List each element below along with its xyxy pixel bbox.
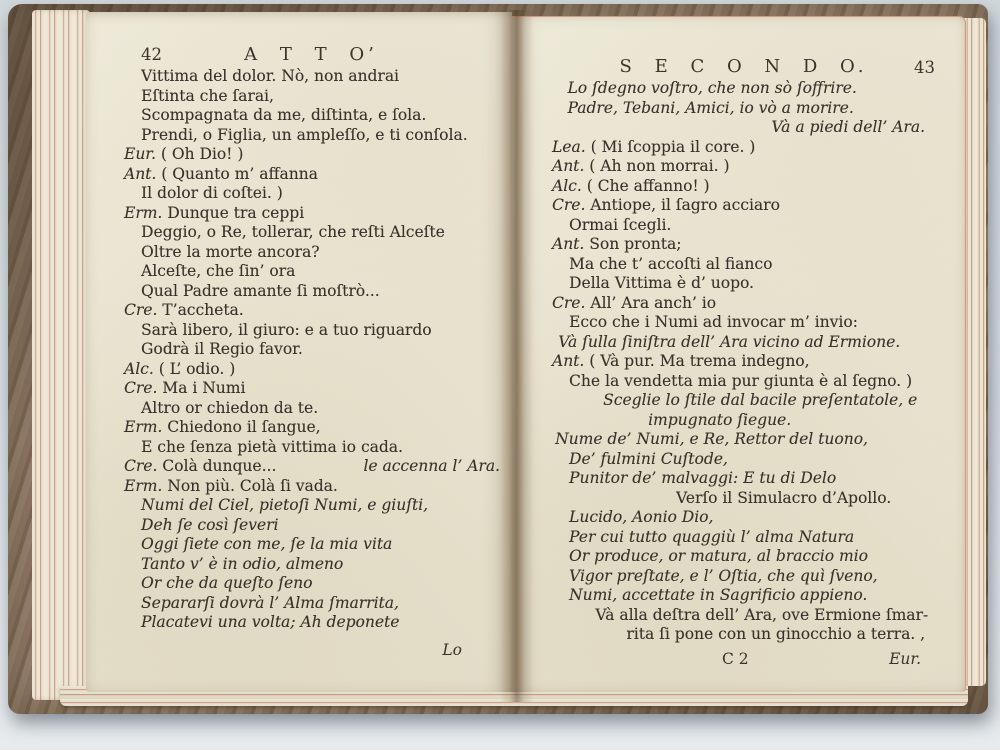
line-text: Placatevi una volta; Ah deponete — [141, 613, 400, 631]
line-text: Lucido, Aonio Dio, — [569, 508, 714, 526]
line-content — [141, 555, 343, 573]
line-content — [569, 469, 836, 487]
speaker-label: Ant. — [552, 352, 585, 370]
line-text: Chiedono il ſangue, — [162, 418, 321, 436]
line-text: Sarà libero, il giuro: e a tuo riguardo — [141, 320, 432, 339]
line-text: Dunque tra ceppi — [162, 203, 305, 222]
line-content — [141, 126, 468, 144]
text-line — [552, 177, 939, 197]
line-text: Or che da queſto ſeno — [141, 574, 313, 592]
page-number-left: 42 — [141, 45, 162, 64]
line-text: Sceglie lo ſtile dal bacile preſentatole, e — [603, 391, 918, 409]
text-line — [124, 282, 502, 302]
line-text: Per cui tutto quaggiù l’ alma Natura — [569, 527, 855, 546]
text-line — [124, 340, 502, 360]
line-content — [141, 262, 295, 280]
line-text: ( L’ odio. ) — [153, 359, 236, 378]
line-content — [569, 216, 671, 234]
line-content — [569, 508, 713, 526]
text-line — [552, 586, 939, 606]
book-cover — [8, 4, 988, 714]
line-content — [124, 204, 304, 222]
text-line — [124, 477, 502, 497]
text-line — [552, 313, 939, 333]
text-line — [124, 126, 502, 146]
text-line — [124, 87, 502, 107]
line-content — [124, 418, 321, 436]
text-line — [552, 606, 939, 626]
line-text: T’accheta. — [157, 301, 244, 319]
line-content — [568, 79, 857, 97]
line-content — [569, 547, 868, 565]
right-page — [512, 16, 966, 692]
signature-mark: C 2 — [721, 649, 749, 668]
text-line — [552, 294, 939, 314]
left-page-footer — [86, 641, 512, 661]
line-content — [569, 274, 754, 292]
line-text: ( Oh Dio! ) — [155, 145, 244, 163]
line-text: Ma che t’ accoſti al fianco — [569, 254, 773, 273]
line-content — [141, 184, 283, 202]
right-page-text — [512, 79, 965, 645]
line-content — [124, 379, 245, 397]
text-line — [552, 333, 939, 353]
text-line — [124, 243, 502, 263]
line-text: Separarſi dovrà l’ Alma ſmarrita, — [141, 593, 399, 612]
line-content — [569, 586, 867, 604]
text-line — [552, 255, 939, 275]
line-text: Punitor de’ malvaggi: E tu di Delo — [569, 469, 837, 487]
line-text: Ecco che i Numi ad invocar m’ invio: — [569, 313, 858, 331]
speaker-label: Erm. — [124, 476, 163, 495]
line-text: Or produce, or matura, al braccio mio — [569, 547, 868, 565]
line-content — [569, 255, 772, 273]
text-line — [552, 430, 939, 450]
text-line — [552, 508, 939, 528]
text-line — [124, 438, 502, 458]
running-title-left: A T T O’ — [244, 44, 378, 65]
line-text: Lo ſdegno voſtro, che non sò ſoffrire. — [567, 79, 857, 97]
text-line — [124, 496, 502, 516]
page-edges-left — [32, 10, 90, 700]
line-content — [603, 391, 917, 409]
speaker-label: Cre. — [552, 196, 586, 214]
text-line — [552, 372, 939, 392]
line-text: ( Che affanno! ) — [581, 176, 710, 195]
text-line — [124, 613, 502, 633]
line-text: Colà dunque... — [157, 457, 277, 475]
text-line — [124, 555, 502, 575]
left-page-header — [124, 44, 498, 66]
text-line — [552, 528, 939, 548]
line-text: Che la vendetta mia pur giunta è al ſegno. ) — [569, 371, 913, 390]
line-content — [626, 625, 925, 643]
text-line — [124, 262, 502, 282]
speaker-label: Ant. — [124, 164, 157, 183]
line-content — [552, 177, 710, 195]
line-content — [141, 574, 312, 592]
text-line — [552, 625, 939, 645]
text-line — [124, 418, 502, 438]
line-content — [552, 157, 730, 175]
line-text: Vigor preſtate, e l’ Oſtia, che quì ſveno, — [569, 566, 878, 585]
line-text: ( Quanto m’ affanna — [156, 164, 318, 183]
line-text: rita ſi pone con un ginocchio a terra. , — [626, 625, 926, 643]
right-page-footer — [512, 650, 965, 670]
line-text: Scompagnata da me, diſtinta, e ſola. — [141, 106, 427, 124]
line-text: ( Mi ſcoppia il core. ) — [585, 137, 756, 156]
line-text: Non più. Colà ſi vada. — [162, 476, 338, 495]
line-content — [124, 360, 235, 378]
line-content — [124, 477, 338, 495]
speaker-label: Cre. — [552, 293, 586, 312]
line-text: Qual Padre amante ſi moſtrò... — [141, 281, 380, 300]
catchword-right: Eur. — [889, 649, 921, 668]
line-text: Và alla deſtra dell’ Ara, ove Ermione ſmar- — [595, 605, 929, 624]
text-line — [552, 216, 939, 236]
speaker-label: Cre. — [124, 301, 158, 319]
text-line — [552, 138, 939, 158]
line-text: Verſo il Simulacro d’Apollo. — [676, 488, 892, 507]
speaker-label: Cre. — [124, 379, 158, 397]
text-line — [124, 204, 502, 224]
left-page — [86, 12, 512, 692]
line-content — [141, 438, 403, 456]
text-line — [552, 469, 939, 489]
text-line — [124, 399, 502, 419]
speaker-label: Ant. — [552, 157, 585, 175]
line-text: Il dolor di coſtei. ) — [141, 184, 283, 202]
text-line — [124, 594, 502, 614]
text-line — [552, 235, 939, 255]
line-content — [569, 528, 854, 546]
line-content — [141, 282, 380, 300]
text-line — [124, 321, 502, 341]
line-content — [141, 399, 318, 417]
text-line — [552, 489, 939, 509]
text-line — [124, 535, 502, 555]
text-line — [124, 379, 502, 399]
text-line — [124, 145, 502, 165]
stage-direction: le accenna l’ Ara. — [363, 457, 500, 475]
line-text: Oltre la morte ancora? — [141, 242, 320, 261]
text-line — [552, 274, 939, 294]
line-content — [558, 333, 900, 351]
text-line — [124, 223, 502, 243]
line-text: Deh ſe così ſeveri — [141, 515, 279, 534]
line-text: Oggi ſiete con me, ſe la mia vita — [141, 535, 393, 553]
line-text: Vittima del dolor. Nò, non andrai — [141, 67, 400, 85]
line-content — [648, 411, 791, 429]
text-line — [552, 391, 939, 411]
line-text: Deggio, o Re, tollerar, che reſti Alceſte — [141, 223, 445, 241]
line-content — [552, 294, 716, 312]
speaker-label: Erm. — [124, 203, 163, 222]
text-line — [124, 67, 502, 87]
line-text: Nume de’ Numi, e Re, Rettor del tuono, — [555, 430, 868, 448]
line-content — [141, 87, 274, 105]
line-content — [569, 372, 912, 390]
speaker-label: Eur. — [124, 145, 156, 163]
line-content — [141, 67, 399, 85]
right-page-header — [552, 56, 935, 78]
line-content — [771, 118, 925, 136]
line-text: Antiope, il ſagro acciaro — [585, 196, 780, 214]
line-content — [124, 301, 244, 319]
line-text: Godrà il Regio favor. — [141, 340, 303, 358]
line-text: ( Ah non morrai. ) — [584, 157, 730, 175]
line-content — [568, 99, 854, 117]
text-line — [552, 79, 939, 99]
line-content — [141, 321, 432, 339]
line-text: Và ſulla ſiniſtra dell’ Ara vicino ad Ermione. — [558, 332, 901, 351]
catchword-left: Lo — [442, 640, 462, 659]
text-line — [552, 567, 939, 587]
text-line — [124, 360, 502, 380]
line-content — [124, 165, 318, 183]
line-text: Tanto v’ è in odio, almeno — [141, 554, 344, 573]
text-line — [552, 547, 939, 567]
text-line — [124, 165, 502, 185]
line-content — [569, 450, 728, 468]
speaker-label: Alc. — [124, 359, 154, 378]
line-content — [141, 594, 399, 612]
text-line — [552, 411, 939, 431]
text-line — [124, 516, 502, 536]
line-content — [141, 496, 428, 514]
line-text: Son pronta; — [584, 235, 682, 253]
text-line — [552, 118, 939, 138]
text-line — [124, 574, 502, 594]
left-page-text — [86, 67, 512, 633]
page-edges-right — [964, 18, 986, 686]
line-content — [552, 138, 755, 156]
page-number-right: 43 — [914, 58, 935, 77]
line-content — [552, 352, 810, 370]
text-line — [552, 352, 939, 372]
line-text: Và a piedi dell’ Ara. — [771, 118, 925, 136]
line-content — [676, 489, 891, 507]
text-line — [552, 99, 939, 119]
line-text: ( Và pur. Ma trema indegno, — [584, 352, 810, 370]
line-content — [141, 516, 278, 534]
line-text: Prendi, o Figlia, un ampleſſo, e ti conſola. — [141, 125, 468, 144]
line-text: Numi, accettate in Sagrificio appieno. — [569, 586, 868, 604]
line-text: Ma i Numi — [157, 379, 246, 397]
line-text: Della Vittima è d’ uopo. — [569, 274, 754, 292]
speaker-label: Cre. — [124, 457, 158, 475]
line-content — [141, 613, 399, 631]
line-content — [569, 313, 858, 331]
line-content — [124, 457, 276, 477]
speaker-label: Erm. — [124, 418, 163, 436]
line-text: E che ſenza pietà vittima io cada. — [141, 437, 403, 456]
text-line — [124, 184, 502, 204]
speaker-label: Alc. — [552, 176, 582, 195]
line-content — [555, 430, 868, 448]
line-content — [141, 535, 392, 553]
speaker-label: Ant. — [552, 235, 585, 253]
line-text: Ormai ſcegli. — [569, 215, 672, 234]
line-text: Eſtinta che ſarai, — [141, 86, 274, 105]
line-text: Padre, Tebani, Amici, io vò a morire. — [567, 98, 854, 117]
running-title-right: S E C O N D O. — [619, 56, 868, 77]
line-text: Numi del Ciel, pietoſi Numi, e giuſti, — [141, 496, 429, 514]
line-content — [552, 196, 780, 214]
line-content — [141, 340, 303, 358]
line-text: Altro or chiedon da te. — [141, 398, 319, 417]
line-content — [124, 145, 243, 163]
line-text: Alceſte, che ſin’ ora — [141, 262, 296, 280]
text-line — [552, 450, 939, 470]
line-content — [552, 235, 681, 253]
line-content — [595, 606, 928, 624]
line-content — [141, 223, 445, 241]
text-line — [552, 157, 939, 177]
line-content — [141, 243, 320, 261]
speaker-label: Lea. — [552, 137, 586, 156]
line-content — [141, 106, 426, 124]
line-text: impugnato ſiegue. — [648, 410, 792, 429]
text-line — [124, 106, 502, 126]
text-line — [552, 196, 939, 216]
line-text: All’ Ara anch’ io — [585, 293, 717, 312]
line-content — [569, 567, 878, 585]
line-text: De’ fulmini Cuſtode, — [569, 449, 728, 468]
text-line — [124, 457, 502, 477]
text-line — [124, 301, 502, 321]
